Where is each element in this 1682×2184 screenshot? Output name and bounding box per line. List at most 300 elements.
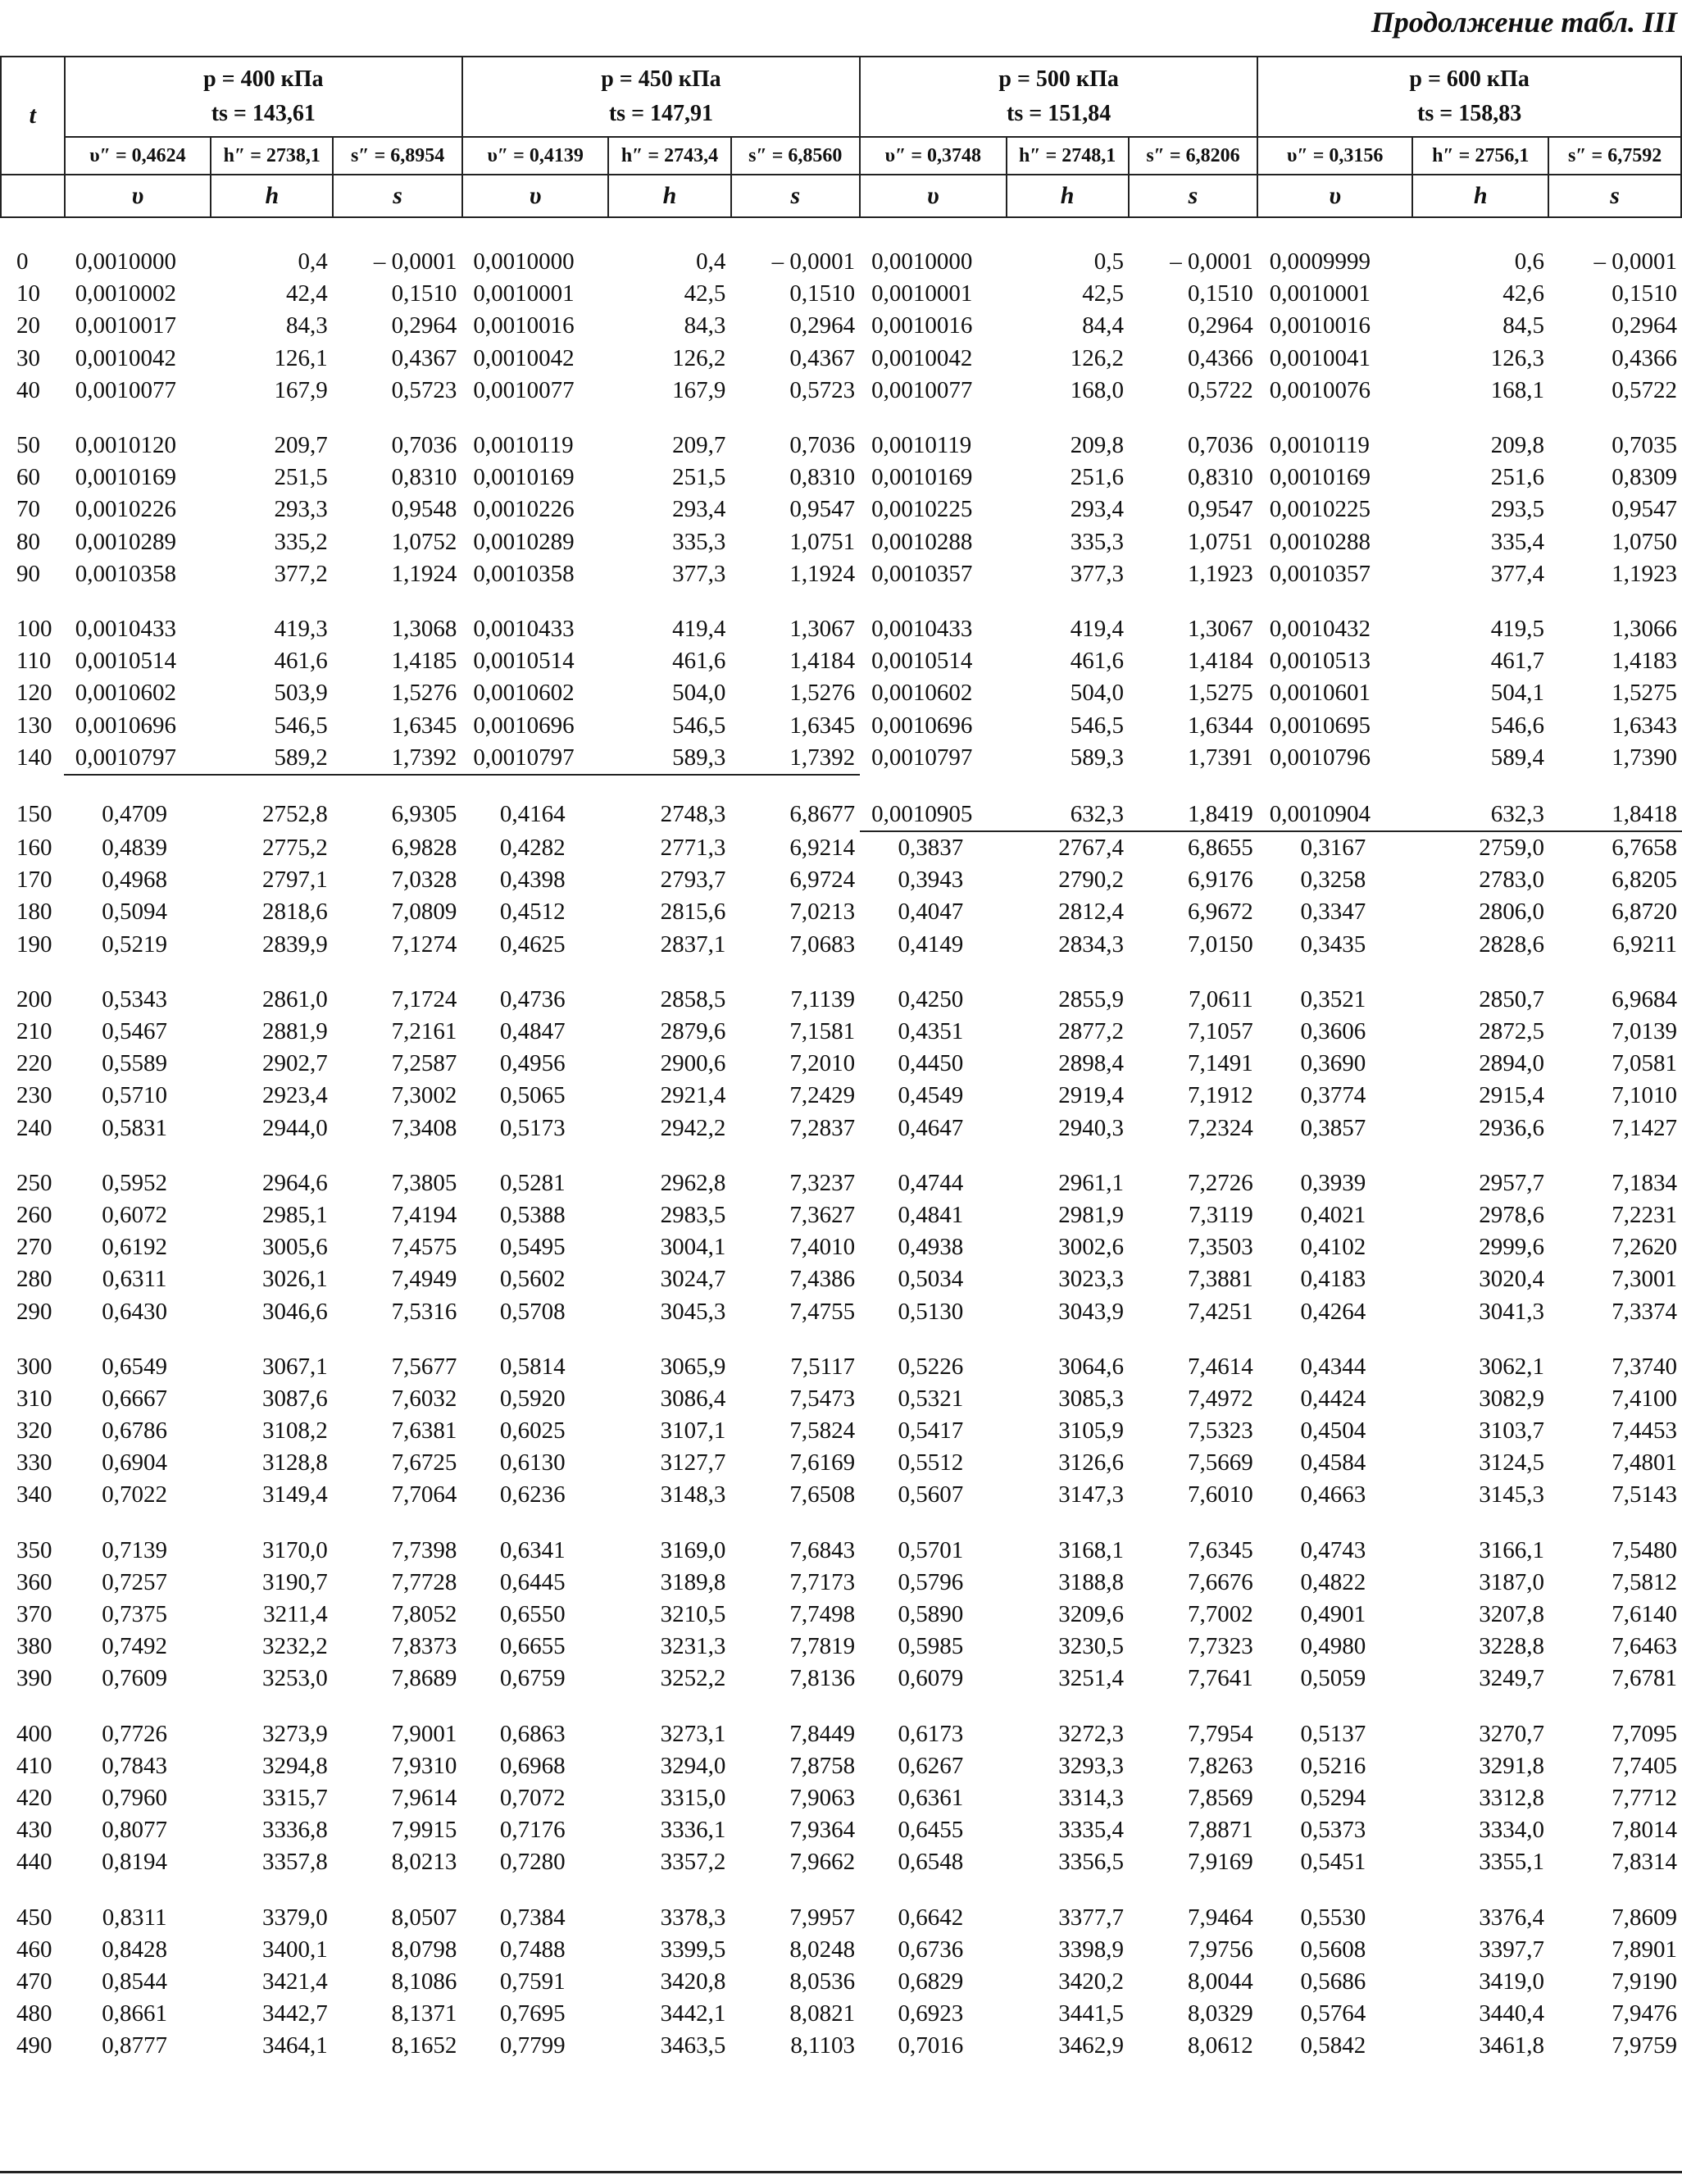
cell-s: 1,1923 — [1612, 560, 1677, 587]
cell-h: 293,4 — [672, 496, 726, 523]
group-spacer — [0, 961, 1682, 984]
table-row — [0, 1846, 1682, 1878]
cell-v: 0,0010357 — [1269, 560, 1371, 587]
cell-s: 7,7954 — [1187, 1720, 1253, 1747]
cell-h: 168,0 — [1070, 376, 1125, 403]
cell-s: 0,8310 — [789, 464, 856, 491]
temperature-cell: 140 — [16, 744, 52, 771]
cell-h: 2828,6 — [1479, 930, 1545, 958]
cell-s: 7,3119 — [1189, 1201, 1253, 1228]
cell-s: 6,9305 — [391, 801, 457, 828]
temperature-cell: 20 — [16, 312, 40, 339]
cell-v: 0,6759 — [499, 1665, 566, 1692]
cell-v: 0,0010433 — [871, 615, 973, 642]
table-row — [0, 709, 1682, 741]
group-spacer — [0, 1512, 1682, 1535]
cell-s: 8,0612 — [1187, 2032, 1253, 2059]
cell-h: 3211,4 — [263, 1601, 328, 1628]
cell-v: 0,4183 — [1300, 1266, 1366, 1293]
cell-h: 3462,9 — [1058, 2032, 1125, 2059]
cell-s: 7,6381 — [391, 1417, 457, 1445]
cell-s: 7,8314 — [1612, 1849, 1677, 1876]
cell-h: 589,2 — [210, 742, 332, 775]
cell-s: 0,9547 — [1612, 496, 1677, 523]
cell-s: 1,6345 — [391, 712, 457, 739]
cell-v: 0,4822 — [1300, 1568, 1366, 1595]
cell-s: 1,1924 — [789, 560, 856, 587]
saturated-volume: υ″ = 0,3156 — [1257, 137, 1412, 175]
cell-h: 3103,7 — [1479, 1417, 1545, 1445]
cell-v: 0,0010905 — [871, 800, 973, 827]
cell-h: 3168,1 — [1058, 1536, 1125, 1563]
cell-s: 7,1491 — [1187, 1050, 1253, 1077]
cell-v: 0,0010169 — [871, 464, 973, 491]
cell-s: 7,4010 — [789, 1234, 856, 1261]
saturated-entropy: s″ = 6,8954 — [333, 137, 462, 175]
cell-s: 0,8310 — [1187, 464, 1253, 491]
saturated-volume: υ″ = 0,4624 — [65, 137, 211, 175]
cell-h: 3461,8 — [1479, 2032, 1545, 2059]
cell-s: 6,9214 — [789, 834, 856, 861]
cell-v: 0,0010169 — [473, 464, 575, 491]
cell-v: 0,6550 — [499, 1601, 566, 1628]
cell-s: – 0,0001 — [1170, 248, 1253, 275]
cell-s: 0,2964 — [1612, 312, 1677, 339]
cell-v: 0,5294 — [1300, 1784, 1366, 1811]
cell-v: 0,4102 — [1300, 1234, 1366, 1261]
cell-v: 0,0010602 — [75, 680, 177, 707]
cell-v: 0,4744 — [898, 1169, 964, 1196]
cell-h: 377,2 — [274, 560, 328, 587]
temperature-cell: 120 — [16, 680, 52, 707]
cell-h: 2834,3 — [1058, 930, 1125, 958]
cell-v: 0,6192 — [102, 1234, 167, 1261]
cell-v: 0,0010119 — [871, 432, 972, 459]
temperature-cell: 370 — [16, 1601, 52, 1628]
temperature-cell: 260 — [16, 1201, 52, 1228]
cell-v: 0,5059 — [1300, 1665, 1366, 1692]
cell-s: 7,5316 — [391, 1298, 457, 1325]
cell-v: 0,0010016 — [871, 312, 973, 339]
temperature-cell: 110 — [16, 648, 52, 675]
cell-s: 1,5276 — [391, 680, 457, 707]
cell-s: 7,9464 — [1187, 1904, 1253, 1931]
symbol-h: h — [1412, 175, 1548, 217]
cell-v: 0,7591 — [499, 1968, 566, 1995]
cell-s: 7,6725 — [391, 1449, 457, 1476]
cell-v: 0,0010433 — [75, 615, 177, 642]
cell-h: 2921,4 — [660, 1082, 726, 1109]
cell-h: 3400,1 — [262, 1936, 328, 1963]
cell-v: 0,3521 — [1300, 985, 1366, 1012]
cell-s: 0,8310 — [391, 464, 457, 491]
cell-s: 1,3067 — [1187, 615, 1253, 642]
temperature-cell: 430 — [16, 1817, 52, 1844]
cell-v: 0,5173 — [499, 1114, 566, 1141]
cell-h: 632,3 — [1070, 800, 1125, 827]
cell-s: 7,7498 — [789, 1601, 856, 1628]
cell-h: 377,3 — [1070, 560, 1125, 587]
cell-h: 84,3 — [286, 312, 328, 339]
cell-h: 126,2 — [672, 344, 726, 371]
cell-s: 7,9001 — [391, 1720, 457, 1747]
cell-h: 504,0 — [672, 680, 726, 707]
temperature-cell: 220 — [16, 1050, 52, 1077]
cell-s: 7,0581 — [1612, 1050, 1677, 1077]
cell-v: 0,7799 — [499, 2032, 566, 2059]
cell-v: 0,5130 — [898, 1298, 964, 1325]
cell-s: 7,1834 — [1612, 1169, 1677, 1196]
cell-v: 0,0010514 — [473, 648, 575, 675]
cell-v: 0,4968 — [102, 867, 167, 894]
temperature-cell: 490 — [16, 2032, 52, 2059]
cell-h: 3273,1 — [660, 1720, 726, 1747]
cell-h: 2961,1 — [1058, 1169, 1125, 1196]
cell-v: 0,3435 — [1300, 930, 1366, 958]
saturation-temp-label: ts = 143,61 — [211, 101, 316, 126]
cell-h: 461,6 — [1070, 648, 1125, 675]
table-row — [0, 1567, 1682, 1599]
cell-h: 2839,9 — [262, 930, 328, 958]
cell-s: 7,4614 — [1187, 1353, 1253, 1380]
temperature-cell: 180 — [16, 899, 52, 926]
cell-h: 3253,0 — [262, 1665, 328, 1692]
cell-h: 3128,8 — [262, 1449, 328, 1476]
cell-s: 1,3067 — [789, 615, 856, 642]
cell-h: 419,5 — [1490, 615, 1545, 642]
table-row — [0, 1231, 1682, 1263]
temperature-cell: 240 — [16, 1114, 52, 1141]
cell-v: 0,4282 — [499, 834, 566, 861]
cell-v: 0,8777 — [102, 2032, 167, 2059]
saturation-temp-label: ts = 147,91 — [608, 101, 714, 126]
cell-h: 3398,9 — [1058, 1936, 1125, 1963]
group-spacer — [0, 775, 1682, 799]
temperature-cell: 100 — [16, 615, 52, 642]
cell-v: 0,4736 — [499, 985, 566, 1012]
cell-h: 3026,1 — [262, 1266, 328, 1293]
cell-v: 0,5216 — [1300, 1752, 1366, 1779]
table-row — [0, 1351, 1682, 1383]
cell-h: 3210,5 — [660, 1601, 726, 1628]
cell-s: 6,8677 — [789, 801, 856, 828]
cell-h: 3293,3 — [1058, 1752, 1125, 1779]
cell-v: 0,0010001 — [473, 280, 575, 307]
cell-s: – 0,0001 — [1593, 248, 1677, 275]
cell-h: 3397,7 — [1479, 1936, 1545, 1963]
cell-s: 0,4366 — [1612, 344, 1677, 371]
cell-s: 8,1103 — [790, 2032, 856, 2059]
cell-s: 7,2837 — [789, 1114, 856, 1141]
cell-h: 3228,8 — [1479, 1633, 1545, 1660]
saturated-enthalpy: h″ = 2738,1 — [211, 137, 333, 175]
temperature-cell: 50 — [16, 432, 40, 459]
cell-v: 0,6548 — [898, 1849, 964, 1876]
cell-h: 3336,8 — [262, 1817, 328, 1844]
cell-h: 3270,7 — [1479, 1720, 1545, 1747]
group-spacer — [0, 1878, 1682, 1901]
cell-v: 0,0010077 — [75, 376, 177, 403]
cell-s: 1,5276 — [789, 680, 856, 707]
table-row — [0, 613, 1682, 645]
cell-v: 0,0010000 — [871, 248, 973, 275]
temperature-cell: 30 — [16, 344, 40, 371]
cell-h: 3170,0 — [262, 1536, 328, 1563]
temperature-cell: 440 — [16, 1849, 52, 1876]
cell-v: 0,6667 — [102, 1385, 167, 1412]
cell-v: 0,4344 — [1300, 1353, 1366, 1380]
table-row — [0, 375, 1682, 407]
cell-h: 3190,7 — [262, 1568, 328, 1595]
symbol-s: s — [1548, 175, 1681, 217]
cell-v: 0,0010119 — [473, 432, 574, 459]
saturated-entropy: s″ = 6,8560 — [731, 137, 861, 175]
cell-v: 0,7280 — [499, 1849, 566, 1876]
temperature-cell: 70 — [16, 496, 40, 523]
cell-s: 7,0683 — [789, 930, 856, 958]
temperature-cell: 400 — [16, 1720, 52, 1747]
cell-h: 2879,6 — [660, 1018, 726, 1045]
cell-s: 7,8449 — [789, 1720, 856, 1747]
cell-s: 7,0328 — [391, 867, 457, 894]
cell-s: 7,1581 — [789, 1018, 856, 1045]
cell-v: 0,6642 — [898, 1904, 964, 1931]
cell-h: 251,5 — [672, 464, 726, 491]
cell-h: 3419,0 — [1479, 1968, 1545, 1995]
cell-v: 0,7257 — [102, 1568, 167, 1595]
cell-s: 7,7173 — [789, 1568, 856, 1595]
cell-h: 335,2 — [274, 528, 328, 555]
cell-h: 209,8 — [1070, 432, 1125, 459]
cell-s: 7,5473 — [789, 1385, 856, 1412]
cell-v: 0,4841 — [898, 1201, 964, 1228]
cell-s: 7,3408 — [391, 1114, 457, 1141]
cell-s: 7,8901 — [1612, 1936, 1677, 1963]
cell-s: 1,8419 — [1187, 800, 1253, 827]
cell-h: 504,1 — [1490, 680, 1545, 707]
cell-h: 3464,1 — [262, 2032, 328, 2059]
cell-v: 0,0010797 — [64, 742, 211, 775]
cell-h: 2806,0 — [1479, 899, 1545, 926]
cell-s: 7,8871 — [1187, 1817, 1253, 1844]
cell-s: 7,9915 — [391, 1817, 457, 1844]
symbol-v: υ — [462, 175, 609, 217]
cell-v: 0,4847 — [499, 1018, 566, 1045]
cell-h: 2940,3 — [1058, 1114, 1125, 1141]
cell-h: 3046,6 — [262, 1298, 328, 1325]
cell-v: 0,5388 — [499, 1201, 566, 1228]
table-row — [0, 1934, 1682, 1966]
cell-h: 3420,8 — [660, 1968, 726, 1995]
group-spacer — [0, 1144, 1682, 1167]
table-row — [0, 1599, 1682, 1631]
cell-h: 0,6 — [1514, 248, 1545, 275]
temperature-cell: 170 — [16, 867, 52, 894]
cell-h: 0,4 — [298, 248, 328, 275]
cell-s: 7,3881 — [1187, 1266, 1253, 1293]
cell-v: 0,0010076 — [1269, 376, 1371, 403]
cell-h: 3107,1 — [660, 1417, 726, 1445]
cell-v: 0,0010357 — [871, 560, 973, 587]
cell-s: 6,9176 — [1187, 867, 1253, 894]
cell-v: 0,5589 — [102, 1050, 167, 1077]
cell-v: 0,0010002 — [75, 280, 177, 307]
cell-v: 0,4149 — [898, 930, 964, 958]
cell-v: 0,3857 — [1300, 1114, 1366, 1141]
cell-v: 0,5034 — [898, 1266, 964, 1293]
cell-h: 293,4 — [1070, 496, 1125, 523]
cell-v: 0,0010601 — [1269, 680, 1371, 707]
cell-s: 7,2161 — [391, 1018, 457, 1045]
cell-s: 8,0044 — [1187, 1968, 1253, 1995]
cell-s: 7,9614 — [391, 1784, 457, 1811]
table-row — [0, 1966, 1682, 1998]
cell-s: 0,2964 — [789, 312, 856, 339]
cell-s: 7,5677 — [391, 1353, 457, 1380]
table-row — [0, 1814, 1682, 1846]
cell-s: 7,5323 — [1187, 1417, 1253, 1445]
cell-h: 2793,7 — [660, 867, 726, 894]
cell-h: 3357,2 — [660, 1849, 726, 1876]
table-row — [0, 1479, 1682, 1511]
cell-v: 0,5920 — [499, 1385, 566, 1412]
cell-s: 7,7095 — [1612, 1720, 1677, 1747]
cell-h: 2964,6 — [262, 1169, 328, 1196]
cell-v: 0,6341 — [499, 1536, 566, 1563]
cell-v: 0,5710 — [102, 1082, 167, 1109]
cell-h: 546,6 — [1490, 712, 1545, 739]
cell-h: 42,4 — [286, 280, 328, 307]
spacer-cell — [0, 1878, 1682, 1901]
cell-s: 6,7658 — [1549, 831, 1682, 864]
cell-s: 7,4251 — [1187, 1298, 1253, 1325]
cell-v: 0,0010797 — [461, 742, 608, 775]
cell-h: 2790,2 — [1058, 867, 1125, 894]
cell-s: 7,5824 — [789, 1417, 856, 1445]
cell-v: 0,0010432 — [1269, 615, 1371, 642]
cell-v: 0,0010016 — [1269, 312, 1371, 339]
cell-h: 3252,2 — [660, 1665, 726, 1692]
cell-s: 7,3001 — [1612, 1266, 1677, 1293]
temperature-cell: 0 — [16, 248, 29, 275]
cell-v: 0,6311 — [102, 1266, 167, 1293]
saturated-entropy: s″ = 6,7592 — [1548, 137, 1681, 175]
cell-v: 0,5607 — [898, 1481, 964, 1508]
cell-h: 126,3 — [1490, 344, 1545, 371]
cell-s: 7,4386 — [789, 1266, 856, 1293]
cell-h: 2858,5 — [660, 985, 726, 1012]
cell-s: 7,3237 — [789, 1169, 856, 1196]
cell-v: 0,4743 — [1300, 1536, 1366, 1563]
cell-v: 0,3690 — [1300, 1050, 1366, 1077]
cell-s: 0,5722 — [1612, 376, 1677, 403]
cell-v: 0,3606 — [1300, 1018, 1366, 1045]
cell-v: 0,4584 — [1300, 1449, 1366, 1476]
cell-s: 8,0821 — [789, 2000, 856, 2027]
cell-v: 0,0010120 — [75, 432, 177, 459]
cell-v: 0,4647 — [898, 1114, 964, 1141]
saturated-volume: υ″ = 0,3748 — [860, 137, 1007, 175]
cell-s: 7,7641 — [1187, 1665, 1253, 1692]
cell-s: 7,4755 — [789, 1298, 856, 1325]
cell-h: 2812,4 — [1058, 899, 1125, 926]
cell-v: 0,0010696 — [75, 712, 177, 739]
cell-h: 3463,5 — [660, 2032, 726, 2059]
cell-s: 0,4366 — [1187, 344, 1253, 371]
cell-v: 0,0010696 — [473, 712, 575, 739]
table-row — [0, 526, 1682, 558]
cell-s: 1,0752 — [391, 528, 457, 555]
cell-s: 7,5143 — [1612, 1481, 1677, 1508]
cell-v: 0,0010042 — [75, 344, 177, 371]
cell-v: 0,6923 — [898, 2000, 964, 2027]
cell-v: 0,5065 — [499, 1082, 566, 1109]
cell-h: 42,6 — [1502, 280, 1545, 307]
cell-v: 0,5842 — [1300, 2032, 1366, 2059]
temperature-cell: 390 — [16, 1665, 52, 1692]
cell-s: 1,5275 — [1187, 680, 1253, 707]
t-column-header: t — [1, 57, 65, 175]
cell-s: 7,8569 — [1187, 1784, 1253, 1811]
cell-h: 2783,0 — [1479, 867, 1545, 894]
cell-h: 3087,6 — [262, 1385, 328, 1412]
cell-v: 0,4938 — [898, 1234, 964, 1261]
spacer-cell — [0, 775, 1682, 799]
group-spacer — [0, 407, 1682, 430]
cell-s: 7,6843 — [789, 1536, 856, 1563]
cell-v: 0,5281 — [499, 1169, 566, 1196]
cell-s: – 0,0001 — [373, 248, 457, 275]
table-row — [0, 310, 1682, 342]
cell-s: 7,6781 — [1612, 1665, 1677, 1692]
saturated-enthalpy: h″ = 2748,1 — [1007, 137, 1129, 175]
cell-h: 3108,2 — [262, 1417, 328, 1445]
cell-s: 1,3066 — [1612, 615, 1677, 642]
cell-h: 461,7 — [1490, 648, 1545, 675]
cell-h: 3291,8 — [1479, 1752, 1545, 1779]
pressure-group-header — [860, 57, 1257, 137]
cell-h: 3251,4 — [1058, 1665, 1125, 1692]
cell-v: 0,0010225 — [871, 496, 973, 523]
cell-s: 7,4194 — [391, 1201, 457, 1228]
symbol-s: s — [333, 175, 462, 217]
cell-h: 3442,1 — [660, 2000, 726, 2027]
cell-s: 6,9724 — [789, 867, 856, 894]
cell-v: 0,4512 — [499, 899, 566, 926]
cell-h: 546,5 — [672, 712, 726, 739]
cell-v: 0,7176 — [499, 1817, 566, 1844]
symbol-h: h — [1007, 175, 1129, 217]
cell-h: 3442,7 — [262, 2000, 328, 2027]
cell-v: 0,7488 — [499, 1936, 566, 1963]
cell-v: 0,0010226 — [473, 496, 575, 523]
cell-h: 335,3 — [672, 528, 726, 555]
cell-v: 0,6173 — [898, 1720, 964, 1747]
cell-v: 0,0010602 — [871, 680, 973, 707]
cell-s: 7,7712 — [1612, 1784, 1677, 1811]
cell-s: 0,7036 — [1187, 432, 1253, 459]
table-row — [0, 1447, 1682, 1479]
cell-h: 2894,0 — [1479, 1050, 1545, 1077]
cell-v: 0,0010288 — [871, 528, 973, 555]
cell-s: 7,7405 — [1612, 1752, 1677, 1779]
cell-h: 3336,1 — [660, 1817, 726, 1844]
temperature-cell: 210 — [16, 1018, 52, 1045]
cell-s: 7,2620 — [1612, 1234, 1677, 1261]
cell-h: 3272,3 — [1058, 1720, 1125, 1747]
cell-h: 461,6 — [672, 648, 726, 675]
cell-v: 0,6130 — [499, 1449, 566, 1476]
